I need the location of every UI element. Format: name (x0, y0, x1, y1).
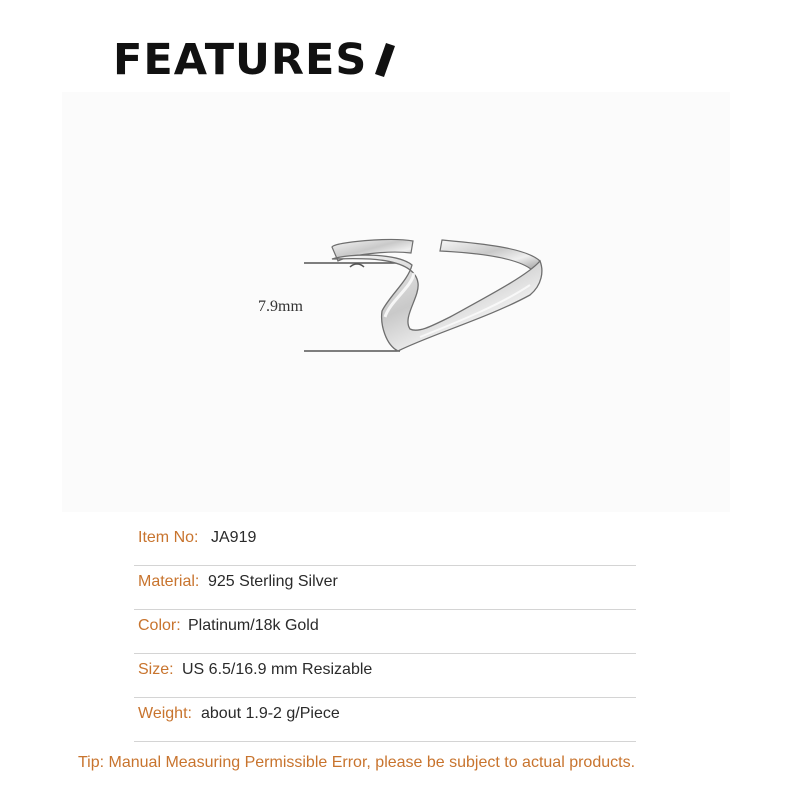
spec-label: Size: (138, 661, 174, 678)
spec-row-weight (134, 698, 636, 742)
page-title: FEATURES (113, 35, 368, 85)
tip-note: Tip: Manual Measuring Permissible Error, please be subject to actual products. (78, 754, 636, 771)
spec-label: Item No: (138, 529, 199, 546)
spec-value: Platinum/18k Gold (188, 617, 319, 634)
spec-row-item-no (134, 522, 636, 566)
spec-value: about 1.9-2 g/Piece (201, 705, 340, 722)
spec-value: JA919 (211, 529, 257, 546)
spec-value: 925 Sterling Silver (208, 573, 338, 590)
spec-row-color (134, 610, 636, 654)
spec-row-material (134, 566, 636, 610)
ring-image (290, 225, 560, 365)
spec-label: Material: (138, 573, 200, 590)
dimension-label: 7.9mm (258, 298, 303, 315)
spec-list (134, 522, 636, 742)
slash-icon (375, 43, 395, 77)
spec-row-size (134, 654, 636, 698)
spec-label: Color: (138, 617, 181, 634)
spec-label: Weight: (138, 705, 192, 722)
spec-value: US 6.5/16.9 mm Resizable (182, 661, 373, 678)
